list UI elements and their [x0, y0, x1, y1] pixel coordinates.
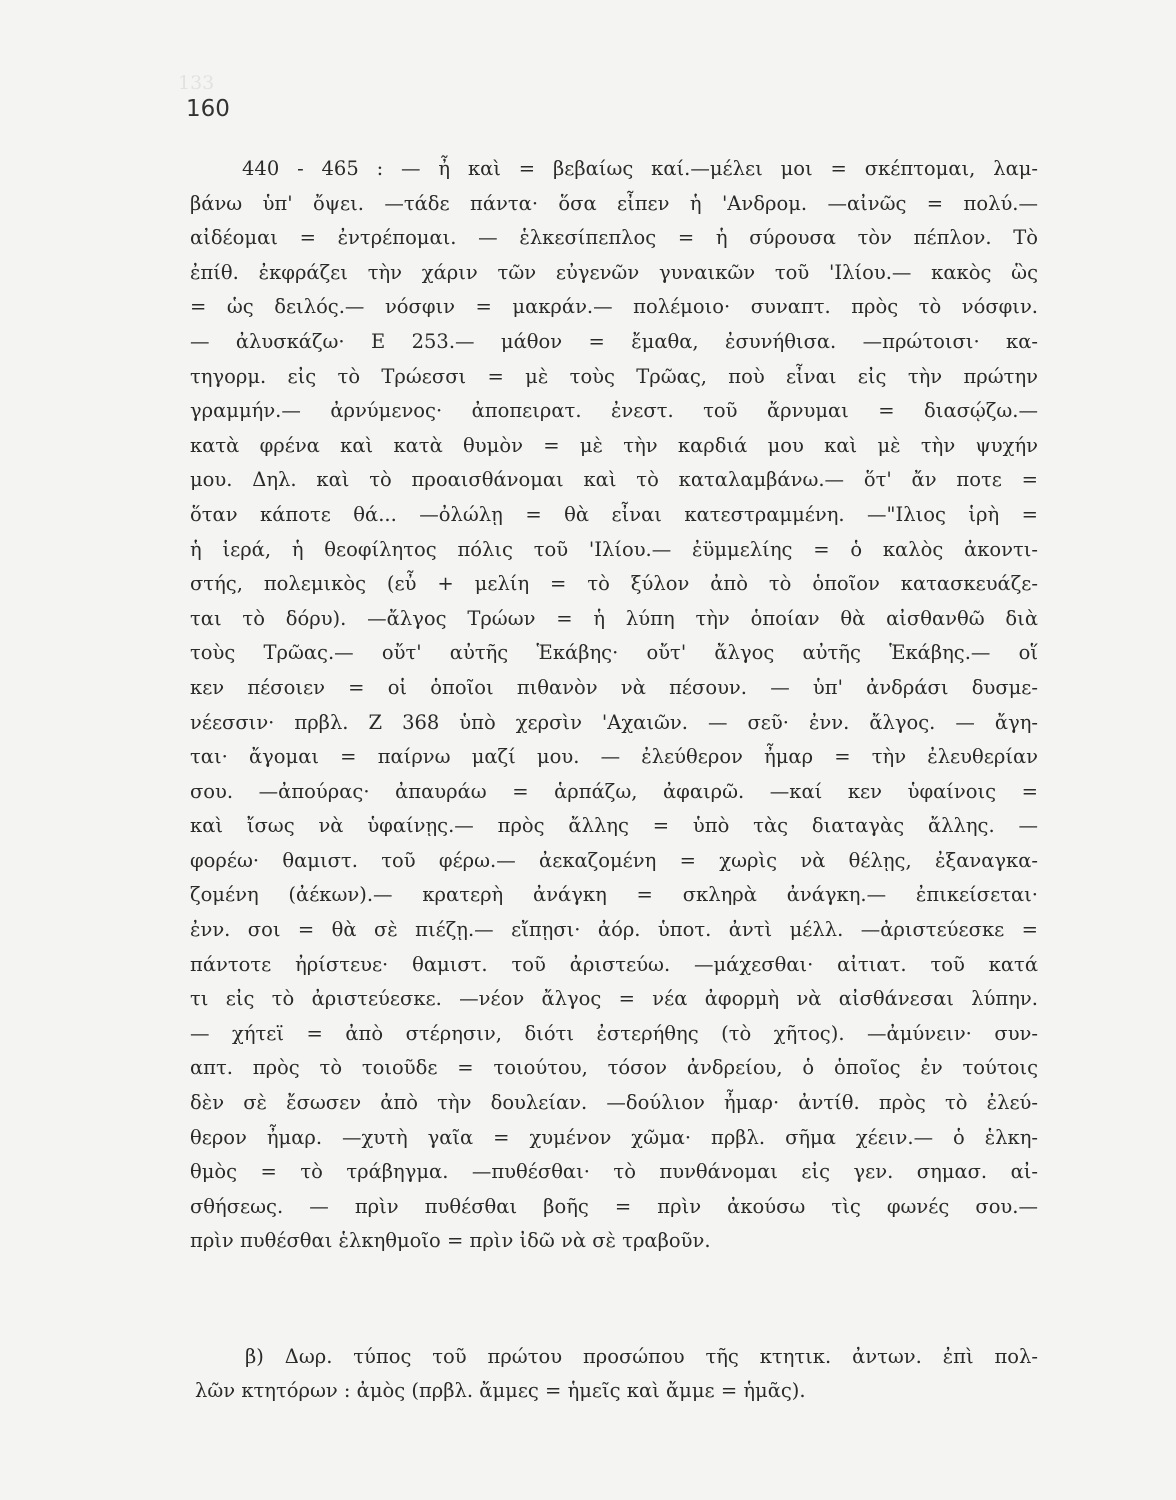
commentary-line: πρὶν πυθέσθαι ἑλκηθμοῖο = πρὶν ἰδῶ νὰ σὲ τραβοῦν. [190, 1229, 711, 1253]
commentary-line: θερον ἦμαρ. —χυτὴ γαῖα = χυμένον χῶμα· πρβλ. σῆμα χέειν.— ὁ ἑλκη- [190, 1125, 1038, 1149]
footnote [195, 1340, 1038, 1408]
commentary-line: ἐπίθ. ἐκφράζει τὴν χάριν τῶν εὐγενῶν γυναικῶν τοῦ 'Ιλίου.— κακὸς ὣς [190, 260, 1038, 284]
commentary-line: ἡ ἱερά, ἡ θεοφίλητος πόλις τοῦ 'Ιλίου.— ἐϋμμελίης = ὁ καλὸς ἀκοντι- [190, 537, 1038, 561]
commentary-line: κατὰ φρένα καὶ κατὰ θυμὸν = μὲ τὴν καρδιά μου καὶ μὲ τὴν ψυχήν [190, 433, 1038, 457]
commentary-line: βάνω ὑπ' ὄψει. —τάδε πάντα· ὅσα εἶπεν ἡ 'Ανδρομ. —αἰνῶς = πολύ.— [190, 191, 1038, 215]
commentary-text [190, 152, 1038, 1259]
commentary-line: ἐνν. σοι = θὰ σὲ πιέζῃ.— εἴπῃσι· ἀόρ. ὑποτ. ἀντὶ μέλλ. —ἀριστεύεσκε = [190, 918, 1038, 942]
commentary-line: ζομένη (ἀέκων).— κρατερὴ ἀνάγκη = σκληρὰ ἀνάγκη.— ἐπικείσεται· [190, 883, 1038, 907]
footnote-line: λῶν κτητόρων : ἀμὸς (πρβλ. ἄμμες = ἡμεῖς καὶ ἄμμε = ἡμᾶς). [195, 1379, 806, 1402]
commentary-line: πάντοτε ἠρίστευε· θαμιστ. τοῦ ἀριστεύω. —μάχεσθαι· αἰτιατ. τοῦ κατά [190, 952, 1038, 976]
commentary-line: καὶ ἴσως νὰ ὑφαίνῃς.— πρὸς ἄλλης = ὑπὸ τὰς διαταγὰς ἄλλης. — [190, 814, 1038, 838]
bleed-through-text: 133 [178, 72, 215, 94]
commentary-line: — ἀλυσκάζω· Ε 253.— μάθον = ἔμαθα, ἐσυνήθισα. —πρώτοισι· κα- [190, 329, 1038, 353]
commentary-line: — χήτεϊ = ἀπὸ στέρησιν, διότι ἐστερήθης (τὸ χῆτος). —ἀμύνειν· συν- [190, 1021, 1038, 1045]
commentary-line: τηγορμ. εἰς τὸ Τρώεσσι = μὲ τοὺς Τρῶας, ποὺ εἶναι εἰς τὴν πρώτην [190, 364, 1038, 388]
commentary-line: νέεσσιν· πρβλ. Ζ 368 ὑπὸ χερσὶν 'Αχαιῶν. — σεῦ· ἐνν. ἄλγος. — ἄγη- [190, 710, 1038, 734]
commentary-line: τοὺς Τρῶας.— οὔτ' αὐτῆς Ἑκάβης· οὔτ' ἄλγος αὐτῆς Ἑκάβης.— οἵ [190, 641, 1038, 665]
commentary-line: κεν πέσοιεν = οἱ ὁποῖοι πιθανὸν νὰ πέσουν. — ὑπ' ἀνδράσι δυσμε- [190, 675, 1038, 699]
commentary-line: ται τὸ δόρυ). —ἄλγος Τρώων = ἡ λύπη τὴν ὁποίαν θὰ αἰσθανθῶ διὰ [190, 606, 1038, 630]
commentary-line: ται· ἄγομαι = παίρνω μαζί μου. — ἐλεύθερον ἦμαρ = τὴν ἐλευθερίαν [190, 745, 1038, 769]
commentary-line: 440 - 465 : — ἦ καὶ = βεβαίως καί.—μέλει μοι = σκέπτομαι, λαμ- [242, 157, 1038, 180]
page-number: 160 [186, 96, 230, 122]
commentary-line: θμὸς = τὸ τράβηγμα. —πυθέσθαι· τὸ πυνθάνομαι εἰς γεν. σημασ. αἰ- [190, 1160, 1038, 1184]
footnote-line: β) Δωρ. τύπος τοῦ πρώτου προσώπου τῆς κτητικ. ἀντων. ἐπὶ πολ- [245, 1345, 1038, 1368]
commentary-line: ὅταν κάποτε θά... —ὀλώλῃ = θὰ εἶναι κατεστραμμένη. —"Ιλιος ἱρὴ = [190, 502, 1038, 526]
commentary-line: σου. —ἀπούρας· ἀπαυράω = ἁρπάζω, ἀφαιρῶ. —καί κεν ὑφαίνοις = [190, 779, 1038, 803]
commentary-line: τι εἰς τὸ ἀριστεύεσκε. —νέον ἄλγος = νέα ἀφορμὴ νὰ αἰσθάνεσαι λύπην. [190, 987, 1038, 1011]
commentary-line: = ὡς δειλός.— νόσφιν = μακράν.— πολέμοιο· συναπτ. πρὸς τὸ νόσφιν. [190, 295, 1038, 319]
commentary-line: στής, πολεμικὸς (εὖ + μελίη = τὸ ξύλον ἀπὸ τὸ ὁποῖον κατασκευάζε- [190, 572, 1038, 596]
commentary-line: γραμμήν.— ἀρνύμενος· ἀποπειρατ. ἐνεστ. τοῦ ἄρνυμαι = διασῴζω.— [190, 399, 1038, 423]
commentary-line: φορέω· θαμιστ. τοῦ φέρω.— ἀεκαζομένη = χωρὶς νὰ θέλῃς, ἐξαναγκα- [190, 848, 1038, 872]
commentary-line: αἰδέομαι = ἐντρέπομαι. — ἑλκεσίπεπλος = ἡ σύρουσα τὸν πέπλον. Τὸ [190, 226, 1038, 250]
commentary-line: σθήσεως. — πρὶν πυθέσθαι βοῆς = πρὶν ἀκούσω τὶς φωνές σου.— [190, 1194, 1038, 1218]
commentary-line: δὲν σὲ ἔσωσεν ἀπὸ τὴν δουλείαν. —δούλιον ἦμαρ· ἀντίθ. πρὸς τὸ ἐλεύ- [190, 1091, 1038, 1115]
commentary-line: μου. Δηλ. καὶ τὸ προαισθάνομαι καὶ τὸ καταλαμβάνω.— ὅτ' ἄν ποτε = [190, 468, 1038, 492]
commentary-line: απτ. πρὸς τὸ τοιοῦδε = τοιούτου, τόσον ἀνδρείου, ὁ ὁποῖος ἐν τούτοις [190, 1056, 1038, 1080]
